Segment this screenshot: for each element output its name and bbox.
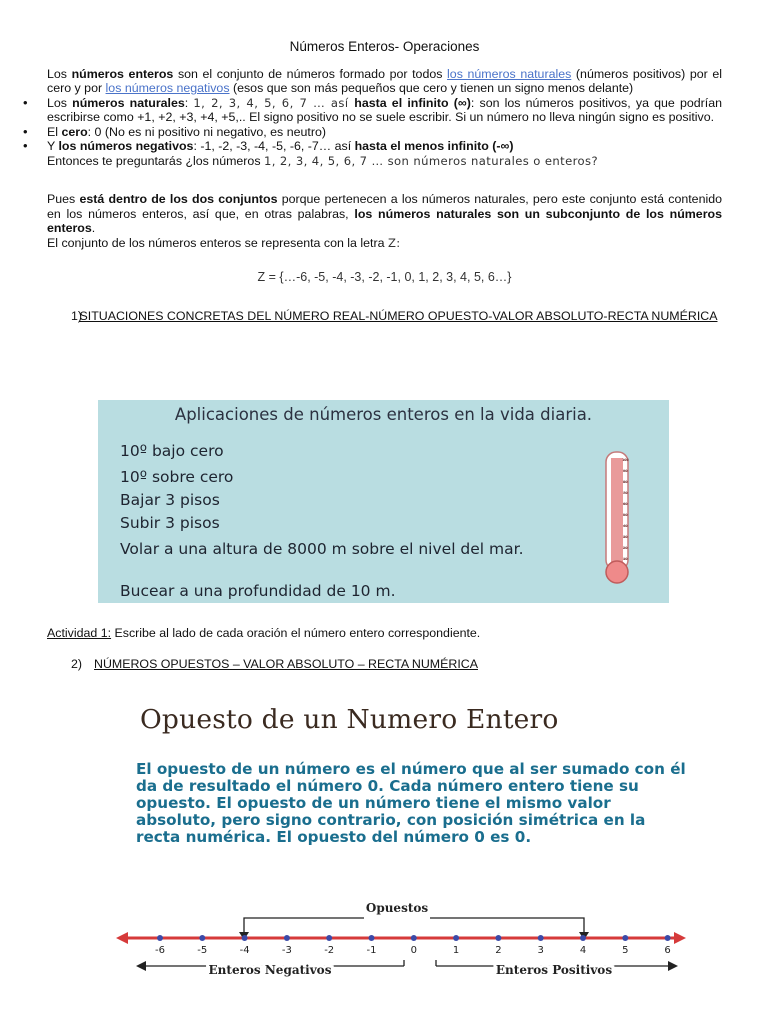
opuestos-bracket-left [244,918,364,936]
paragraph-subconjunto: Pues está dentro de los dos conjuntos porque pertenecen a los números naturales, pero este conjunto está contenido en los números enteros, así que, en otras palabras, los números naturales son un subconjunto de los números enteros. [47,192,723,235]
number-line-point [665,935,671,941]
number-line-point [495,935,501,941]
applications-image [98,400,669,603]
bullet-naturales: • Los números naturales: 1, 2, 3, 4, 5, 6, 7 … así hasta el infinito (∞): son los números positivos, ya que podrían escribirse como +1, +2, +3, +4, +5,.. El signo positivo no se suele escribir. Si un número no lleva ningún signo es positivo. [47,96,722,125]
thermometer-tick-label: 80 [623,480,628,484]
number-line-point [622,935,628,941]
axis-arrow-right-icon [674,932,686,944]
opuestos-label: Opuestos [365,901,429,915]
positivos-label: Enteros Positivos [495,963,613,977]
question-line: Entonces te preguntarás ¿los números 1, 2, 3, 4, 5, 6, 7 … son números naturales o enteros? [47,153,599,168]
number-line-point [369,935,375,941]
number-line-point [242,935,248,941]
number-line-point [453,935,459,941]
number-line-point [199,935,205,941]
number-line-tick-label: 1 [452,945,460,956]
bullet-negativos: • Y los números negativos: -1, -2, -3, -4, -5, -6, -7… así hasta el menos infinito (-∞) [47,139,722,154]
document-page [47,40,722,323]
section-1-heading: 1) SITUACIONES CONCRETAS DEL NÚMERO REAL-NÚMERO OPUESTO-VALOR ABSOLUTO-RECTA NUMÉRICA [71,308,718,323]
application-row: 10º bajo cero [120,442,224,460]
number-line-tick-label: 5 [622,945,629,956]
application-row: Volar a una altura de 8000 m sobre el nivel del mar. [120,540,524,558]
set-formula: Z = {…-6, -5, -4, -3, -2, -1, 0, 1, 2, 3, 4, 5, 6…} [257,270,512,284]
thermometer-tick-label: 50 [623,513,628,517]
activity-line: Actividad 1: Escribe al lado de cada oración el número entero correspondiente. [47,626,481,640]
negativos-label: Enteros Negativos [208,963,332,977]
axis-arrow-left-icon [116,932,128,944]
link-numeros-negativos[interactable]: los números negativos [105,81,230,95]
applications-title: Aplicaciones de números enteros en la vida diaria. [174,405,593,424]
number-line-tick-label: 0 [410,945,417,956]
opuesto-body: El opuesto de un número es el número que al ser sumado con él da de resultado el número 0. Cada número entero tiene su opuesto. El opuesto de un número tiene el mismo valor absoluto, pero signo contrario, con posición simétrica en la recta numérica. El opuesto del número 0 es 0. [136,760,686,846]
number-line-point [580,935,586,941]
arrow-head-icon [668,961,678,971]
page-title: Números Enteros- Operaciones [289,39,480,54]
thermometer-tick-label: 100 [622,458,629,462]
opuesto-image [114,700,686,982]
activity-block [47,626,722,671]
thermometer-icon [596,446,646,586]
application-row: 10º sobre cero [120,468,234,486]
thermometer-tick-label: 60 [623,502,628,506]
number-line-point [326,935,332,941]
number-line-tick-label: 3 [537,945,544,956]
number-line-tick-label: 6 [664,945,671,956]
thermometer-tick-label: 70 [623,491,628,495]
number-line-point [411,935,417,941]
number-line-tick-label: 2 [495,945,502,956]
number-line-tick-label: -3 [281,945,292,956]
number-line-tick-label: -5 [197,945,208,956]
number-line-tick-label: -4 [239,945,250,956]
activity-label: Actividad 1: [47,626,112,640]
thermometer-tick-label: 40 [623,524,628,528]
application-row: Bucear a una profundidad de 10 m. [120,582,396,600]
number-line-tick-label: -6 [155,945,165,956]
application-row: Subir 3 pisos [120,514,220,532]
thermometer-tick-label: 10 [623,557,628,561]
application-row: Bajar 3 pisos [120,491,220,509]
thermometer-tick-label: 30 [623,535,628,539]
number-line-point [157,935,163,941]
arrow-head-icon [136,961,146,971]
bullet-list [47,96,722,154]
opuesto-title: Opuesto de un Numero Entero [140,704,559,735]
thermometer-tick-label: 20 [623,546,628,550]
number-line-tick-label: 4 [579,945,587,956]
number-line-diagram [114,890,686,982]
link-numeros-naturales[interactable]: los números naturales [447,66,572,81]
intro-paragraph: Los números enteros son el conjunto de números formado por todos los números naturales (números positivos) por el cero y por los números negativos (esos que son más pequeños que cero y tienen un signo menos delante) [47,66,723,95]
number-line-tick-label: -2 [324,945,335,956]
paragraph-letra-z: El conjunto de los números enteros se representa con la letra Z: [47,235,401,250]
bullet-cero: • El cero: 0 (No es ni positivo ni negativo, es neutro) [47,125,722,140]
number-line-point [284,935,290,941]
number-line-tick-label: -1 [366,945,377,956]
thermometer-tick-label: 90 [623,469,628,473]
number-line-point [538,935,544,941]
opuestos-bracket-right [430,918,584,936]
section-2-heading: 2) NÚMEROS OPUESTOS – VALOR ABSOLUTO – RECTA NUMÉRICA [71,656,478,671]
